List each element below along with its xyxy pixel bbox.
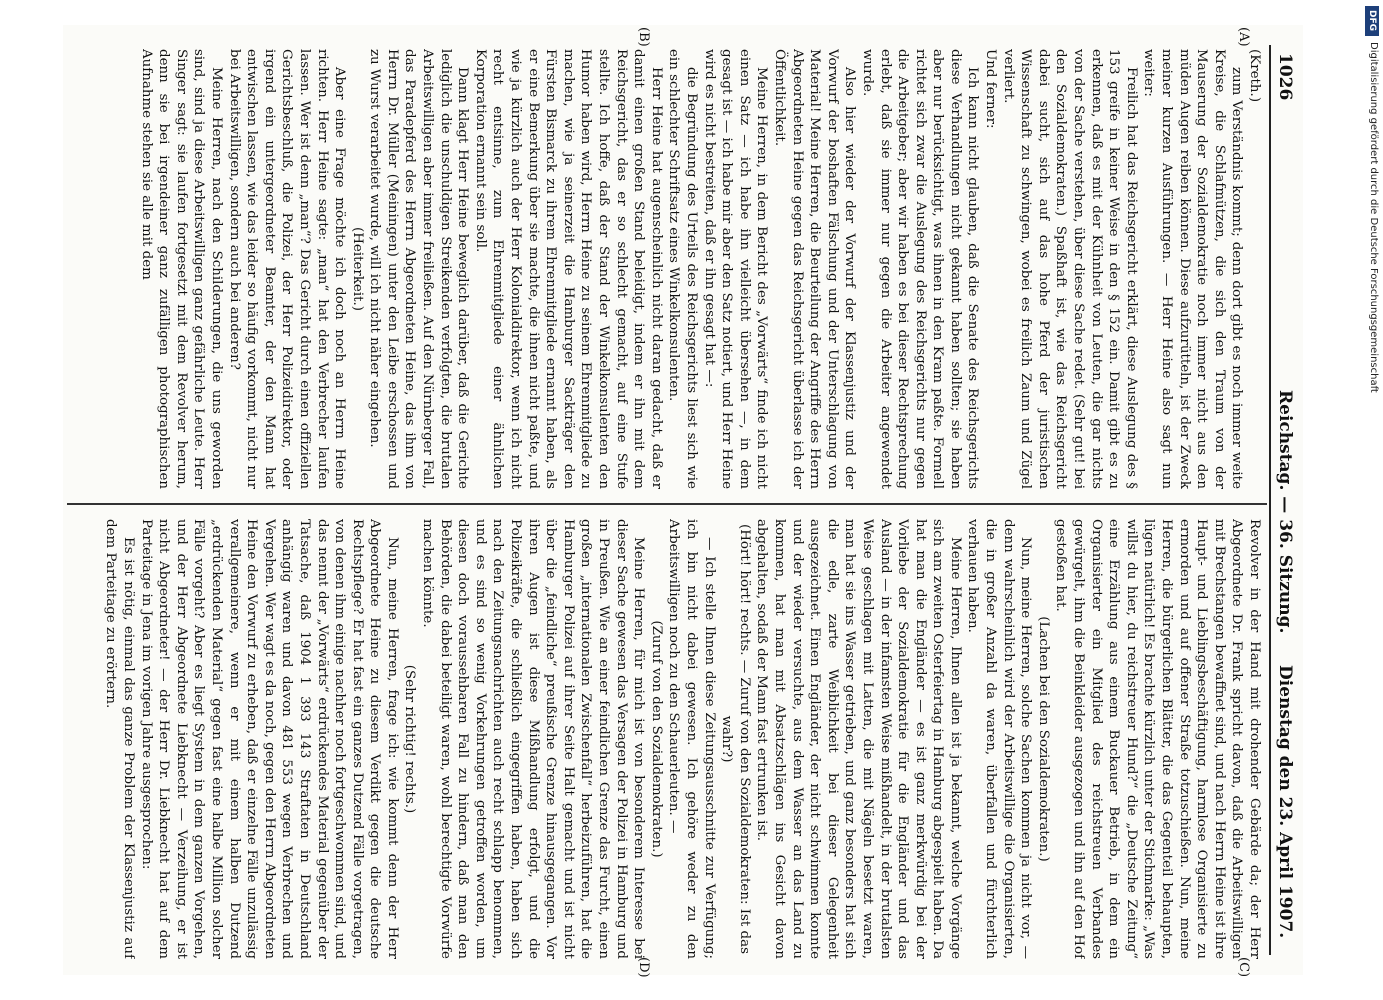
quotation: die Begründung des Urteils des Reichsgerichts liest sich wie ein schlechter Schriftsatz eines Winkelkonsulenten. <box>666 49 699 489</box>
paragraph: Aber eine Frage möchte ich doch noch an Herrn Heine richten. Herr Heine sagte: „man“ hat den Verbrecher laufen lassen. Wer ist denn „man“? Das Gericht durch einen offiziellen Gerichtsbeschluß, die Polizei, der Herr Polizeidirektor, oder irgend ein untergeordneter Beamter, der den Mann hat entwischen lassen, wie das leider so häufig vorkommt, nicht nur bei Arbeitswilligen, sondern auch bei anderen? <box>226 49 348 489</box>
paragraph: Nun, meine Herren, solche Sachen kommen ja nicht vor, — denn wahrscheinlich wird der Arbeitswillige die Organisierten, die in großer Anzahl da waren, überfallen und fürchterlich verhauen haben. <box>965 519 1034 959</box>
digitization-credit: Digitalisierung gefördert durch die Deutsche Forschungsgemeinschaft <box>1368 42 1379 393</box>
session-title: Reichstag. — 36. Sitzung. <box>1275 390 1295 634</box>
margin-marker-d: (D) <box>636 957 651 978</box>
speaker-name: (Kreth.) <box>1247 49 1262 103</box>
paragraph: zum Verständnis kommt; denn dort gibt es noch immer weite Kreise, die Schlafmützen, die sich den Traum von der Mauserung der Sozialdemokratie noch immer nicht aus den müden Augen reiben können. Diese aufzurütteln, ist der Zweck meiner kurzen Ausführungen. — Herr Heine also sagt nun weiter: <box>1141 49 1245 489</box>
paragraph: Also hier wieder der Vorwurf der Klassenjustiz und der Vorwurf der boshaften Fälschung und der Unterschlagung von Material! Meine Herren, die Beurteilung der Angriffe des Herrn Abgeordneten Heine gegen das Reichsgericht überlasse ich der Öffentlichkeit. <box>771 49 858 489</box>
quotation: Freilich hat das Reichsgericht erklärt, diese Auslegung des § 153 greife in keiner Weise in den § 152 ein. Damit gibt es zu erkennen, daß es mit der Kühnheit von Leuten, die gar nichts von der Sache verstehen, über diese Sache redet. (Sehr gut! bei den Sozialdemokraten.) Spaßhaft ist, wie das Reichsgericht dabei sucht, sich auf das hohe Pferd der juristischen Wissenschaft zu schwingen, wobei es freilich Zaum und Zügel verliert. <box>1000 49 1139 489</box>
right-text-column <box>73 519 1263 959</box>
paragraph: Meine Herren, in dem Bericht des „Vorwärts“ finde ich nicht einen Satz — ich habe ihn vielleicht übersehen —, in dem gesagt ist — ich habe mir aber den Satz notiert, und Herr Heine wird es nicht bestreiten, daß er ihn gesagt hat —: <box>701 49 770 489</box>
header-rule <box>1269 45 1271 955</box>
margin-marker-b: (B) <box>636 27 651 47</box>
margin-marker-c: (C) <box>1236 957 1251 978</box>
paragraph: Herr Heine hat augenscheinlich nicht daran gedacht, daß er damit einen großen Stand beleidigt, indem er ihn mit dem Reichsgericht, das er so schlecht gemacht, auf eine Stufe stellte. Ich hoffe, daß der Stand der Winkelkonsulenten den Humor haben wird, Herrn Heine zu seinem Ehrenmitgliede zu machen, wie ja seinerzeit die Hamburger Sackträger den Fürsten Bismarck zu ihrem Ehrenmitgliede ernannt haben, als er eine Bemerkung über sie machte, die ihnen nicht paßte, und wie ja kürzlich auch der Herr Kolonialdirektor, wenn ich nicht recht entsinne, zum Ehrenmitgliede einer ähnlichen Korporation ernannt sein soll. <box>472 49 664 489</box>
page-number: 1026 <box>1275 53 1295 101</box>
margin-marker-a: (A) <box>1236 27 1251 47</box>
digitization-sidebar <box>1361 0 1383 1000</box>
interjection: (Sehr richtig! rechts.) <box>402 664 418 814</box>
session-date: Dienstag den 23. April 1907. <box>1275 665 1295 939</box>
quotation: Ich kann nicht glauben, daß die Senate des Reichsgerichts diese Verhandlungen nicht gekannt haben sollten; sie haben aber nur berücksichtigt, was ihnen in den Kram paßte. Formell richtet sich zwar die Auslegung des Reichsgerichts nur gegen die Arbeitgeber; aber wir haben es bei dieser Rechtsprechung erlebt, daß sie immer nur gegen die Arbeiter angewendet wurde. <box>859 49 981 489</box>
left-text-column <box>73 49 1263 489</box>
page-header <box>1269 25 1303 975</box>
paragraph: Revolver in der Hand mit drohender Gebärde da; der Herr Abgeordnete Dr. Frank spricht davon, daß die Arbeitswilligen mit Brechstangen bewaffnet sind, und nach Herrn Heine ist ihre Haupt- und Lieblingsbeschäftigung, harmlose Organisierte zu ermorden und auf offener Straße totzuschießen. Nun, meine Herren, die bürgerlichen Blätter, die das Gegenteil behaupten, lügen natürlich! Es brachte kürzlich unter der Stichmarke: „Was willst du hier, du reichstreuer Hund?“ die „Deutsche Zeitung“ eine Erzählung aus einem Buckauer Betrieb, in dem ein Organisierter ein Mitglied des reichstreuen Verbandes gewürgelt, ihm die Beinkleider ausgezogen und ihn auf den Hof gestoßen hat. <box>1053 519 1262 959</box>
quotation: Es ist nötig, einmal das ganze Problem der Klassenjustiz auf dem Parteitage zu erörtern. <box>103 519 136 959</box>
interjection: (Hört! hört! rechts. — Zuruf von den Sozialdemokraten: Ist das wahr?) <box>719 524 752 954</box>
column-divider <box>67 503 1267 505</box>
paragraph: Nun, meine Herren, frage ich: wie kommt denn der Herr Abgeordnete Heine zu diesem Verdikt gegen die deutsche Rechtspflege? Er hat fast ein ganzes Dutzend Fälle vorgetragen, von denen ihm einige nachher noch fortgeschwommen sind, und das nennt der „Vorwärts“ erdrückendes Material gegenüber der Tatsache, daß 1904 1 393 143 Straftaten in Deutschland anhängig waren und davon 481 553 wegen Verbrechen und Vergehen. Wer wagt es da noch, gegen den Herrn Abgeordneten Heine den Vorwurf zu erheben, daß er einzelne Fälle unzulässig verallgemeinere, wenn er mit einem halben Dutzend „erdrückenden Material“ gegen fast eine halbe Million solcher Fälle vorgeht? Aber es liegt System in dem ganzen Vorgehen, und der Herr Abgeordnete Liebknecht — Verzeihung, er ist nicht Abgeordneter! — der Herr Dr. Liebknecht hat auf dem Parteitage in Jena im vorigen Jahre ausgesprochen: <box>138 519 400 959</box>
paragraph: Und ferner: <box>983 49 999 129</box>
paragraph: — Ich stelle Ihnen diese Zeitungsausschnitte zur Verfügung; ich bin nicht dabei gewesen. Ich gehöre weder zu den Arbeitswilligen noch zu den Schauerleuten. — <box>666 519 717 959</box>
paragraph: Meine Herren, Ihnen allen ist ja bekannt, welche Vorgänge sich am zweiten Osterfeiertag in Hamburg abgespielt haben. Da hat man die Engländer — es ist ganz merkwürdig bei der Vorliebe der Sozialdemokratie für die Engländer und das Ausland — in der infamsten Weise mißhandelt, in der brutalsten Weise geschlagen mit Latten, die mit Nägeln besetzt waren, man hat sie ins Wasser getrieben, und ganz besonders hat sich die edle, zarte Weiblichkeit bei dieser Gelegenheit ausgezeichnet. Einen Engländer, der nicht schwimmen konnte und der wieder versuchte, aus dem Wasser an das Land zu kommen, hat man mit Absatzschlägen ins Gesicht davon abgehalten, sodaß der Mann fast ertrunken ist. <box>754 519 963 959</box>
paragraph: Meine Herren, nach den Schilderungen, die uns geworden sind, sind ja diese Arbeitswilligen ganz gefährliche Leute. Herr Singer sagt: sie laufen fortgesetzt mit dem Revolver herum, denn sie bei irgendeiner ganz zufälligen photographischen Aufnahme stehen sie alle mit dem <box>138 49 224 489</box>
interjection: (Zuruf von den Sozialdemokraten.) <box>648 620 664 858</box>
paragraph: Dann klagt Herr Heine beweglich darüber, daß die Gerichte lediglich die unschuldigen Streikenden verfolgten, die brutalen Arbeitswilligen aber immer freiließen. Auf den Nürnberger Fall, das Paradepferd des Herrn Abgeordneten Heine, das ihm von Herrn Dr. Müller (Meiningen) unter den Leibe erschossen und zu Wurst verarbeitet wurde, will ich nicht näher eingehen. <box>367 49 471 489</box>
paragraph: Meine Herren, für mich ist von besonderem Interesse bei dieser Sache gewesen das Versagen der Polizei in Hamburg und in Preußen. Wie an einer feindlichen Grenze das Furcht, einen großen „internationalen Zwischenfall“ herbeizuführen, hat die Hamburger Polizei auf ihrer Seite Halt gemacht und ist nicht über die „feindliche“ preußische Grenze hinausgegangen. Vor ihren Augen ist diese Mißhandlung erfolgt, und die Polizeikräfte, die schließlich eingegriffen haben, haben sich nach den Zeitungsnachrichten auch recht schlapp benommen, und es sind so wenig Vorkehrungen getroffen worden, um diesen doch voraussehbaren Fall zu hindern, daß man den Behörden, die dabei beteiligt waren, wohl berechtigte Vorwürfe machen könnte. <box>420 519 647 959</box>
interjection: (Lachen bei den Sozialdemokraten.) <box>1035 616 1051 862</box>
document-page <box>63 25 1303 978</box>
dfg-logo: DFG <box>1365 6 1379 36</box>
interjection: (Heiterkeit.) <box>349 227 365 311</box>
